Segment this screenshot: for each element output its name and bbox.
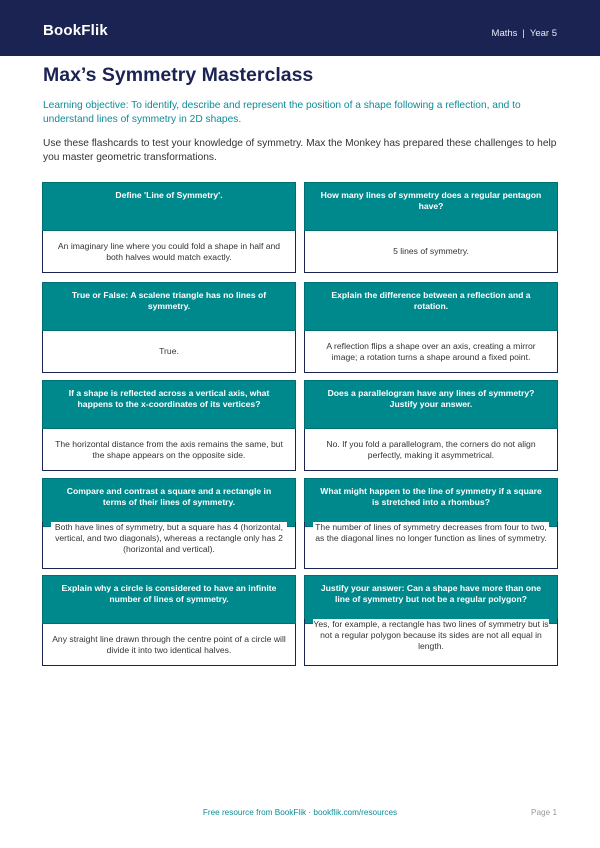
flashcard-row [42,182,558,274]
flashcard-answer: A reflection flips a shape over an axis, creating a mirror image; a rotation turns a shape around a fixed point. [304,331,558,373]
flashcard-question: Compare and contrast a square and a rectangle in terms of their lines of symmetry. [42,478,296,527]
flashcard-question: If a shape is reflected across a vertical axis, what happens to the x-coordinates of its vertices? [42,380,296,429]
flashcard[interactable] [42,182,296,273]
flashcard-question: How many lines of symmetry does a regular pentagon have? [304,182,558,231]
flashcard-row [42,478,558,570]
flashcard-question: Does a parallelogram have any lines of symmetry? Justify your answer. [304,380,558,429]
breadcrumb-separator: | [522,28,525,39]
flashcard-row [42,282,558,374]
flashcard[interactable] [304,478,558,569]
flashcard-answer [42,522,296,569]
flashcard-answer-text: Both have lines of symmetry, but a square has 4 (horizontal, vertical, and two diagonals), whereas a rectangle only has 2 (horizontal and vertical). [51,522,287,555]
flashcard-question: True or False: A scalene triangle has no lines of symmetry. [42,282,296,331]
flashcard-answer-text: The number of lines of symmetry decreases from four to two, as the diagonal lines no longer function as lines of symmetry. [313,522,549,544]
flashcard-answer: No. If you fold a parallelogram, the corners do not align perfectly, making it asymmetrical. [304,429,558,471]
breadcrumb-subject: Maths [491,28,518,39]
flashcard[interactable] [42,478,296,569]
flashcard[interactable] [304,575,558,666]
intro-text: Use these flashcards to test your knowledge of symmetry. Max the Monkey has prepared these challenges to help you master geometric transformations. [43,138,557,163]
flashcard-answer: True. [42,331,296,373]
page-number: Page 1 [531,808,557,817]
brand-logo[interactable]: BookFlik [43,22,108,39]
flashcard-question: Explain why a circle is considered to have an infinite number of lines of symmetry. [42,575,296,624]
flashcard-answer: Any straight line drawn through the centre point of a circle will divide it into two identical halves. [42,624,296,666]
flashcard-answer: The horizontal distance from the axis remains the same, but the shape appears on the opposite side. [42,429,296,471]
flashcard-row [42,575,558,667]
page-title: Max’s Symmetry Masterclass [43,64,314,86]
header-bar [0,0,600,56]
footer-resource-link[interactable]: Free resource from BookFlik · bookflik.com/resources [202,808,398,817]
flashcard-question: Justify your answer: Can a shape have more than one line of symmetry but not be a regular polygon? [304,575,558,624]
flashcard[interactable] [42,380,296,471]
flashcard-answer [304,522,558,569]
learning-objective: Learning objective: To identify, describe and represent the position of a shape following a reflection, and to understand lines of symmetry in 2D shapes. [43,100,521,125]
flashcard-question: Explain the difference between a reflection and a rotation. [304,282,558,331]
flashcard-answer: 5 lines of symmetry. [304,231,558,273]
flashcard[interactable] [304,182,558,273]
flashcard[interactable] [42,575,296,666]
flashcard[interactable] [304,282,558,373]
flashcard-question: What might happen to the line of symmetry if a square is stretched into a rhombus? [304,478,558,527]
flashcard-answer [304,619,558,666]
breadcrumb-year: Year 5 [529,28,557,39]
flashcard-answer-text: Yes, for example, a rectangle has two lines of symmetry but is not a regular polygon because its sides are not all equal in length. [313,619,549,651]
flashcard[interactable] [304,380,558,471]
flashcard[interactable] [42,282,296,373]
flashcard-answer: An imaginary line where you could fold a shape in half and both halves would match exactly. [42,231,296,273]
flashcard-row [42,380,558,472]
breadcrumb [492,28,557,39]
flashcard-question: Define 'Line of Symmetry'. [42,182,296,231]
